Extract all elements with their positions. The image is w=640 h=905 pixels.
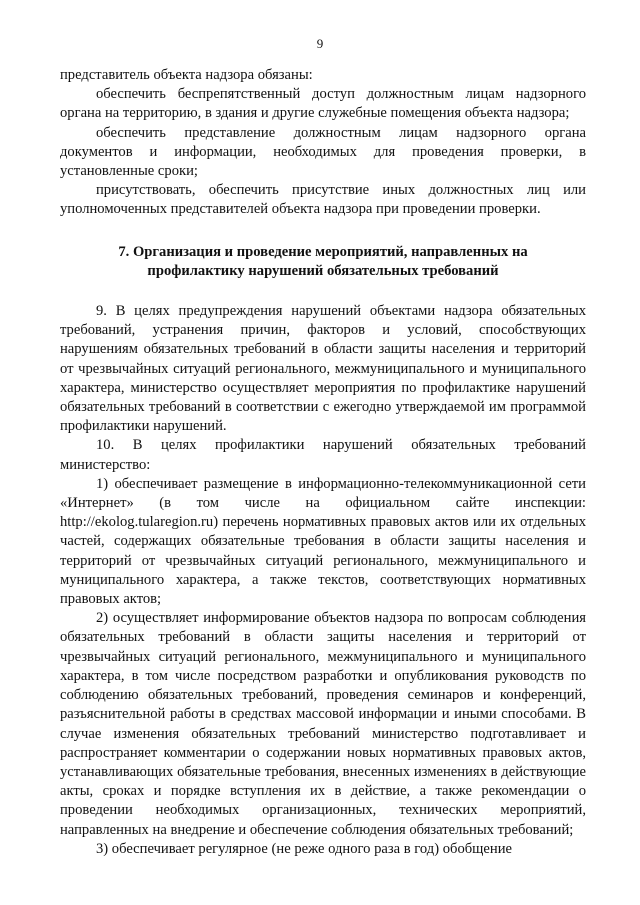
section-heading (60, 243, 586, 281)
section-heading-line2: профилактику нарушений обязательных требований (147, 262, 499, 279)
document-body (60, 66, 586, 859)
obligation-documents: обеспечить представление должностным лицам надзорного органа документов и информации, необходимых для проведения проверки, в установленные сроки; (60, 124, 586, 180)
section-heading-line1: 7. Организация и проведение мероприятий, направленных на (118, 243, 528, 260)
paragraph-10-item-3: 3) обеспечивает регулярное (не реже одного раза в год) обобщение (96, 840, 512, 857)
paragraph-9: 9. В целях предупреждения нарушений объектами надзора обязательных требований, устранения причин, факторов и условий, способствующих нарушениям обязательных требований в области защиты населения и территорий от чрезвычайных ситуаций регионального, межмуниципального и муниципального характера, министерство осуществляет мероприятия по профилактике нарушений обязательных требований в соответствии с ежегодно утверждаемой им программой профилактики нарушений. (60, 303, 586, 435)
obligation-access: обеспечить беспрепятственный доступ должностным лицам надзорного органа на территорию, в здания и другие служебные помещения объекта надзора; (60, 86, 586, 122)
page-number: 9 (316, 36, 324, 51)
intro-lead: представитель объекта надзора обязаны: (60, 67, 313, 83)
paragraph-10-item-1: 1) обеспечивает размещение в информационно-телекоммуникационной сети «Интернет» (в том числе на официальном сайте инспекции: http://ekolog.tularegion.ru) перечень нормативных правовых актов или их отдельных частей, содержащих обязательные требования в области защиты населения и территорий от чрезвычайных ситуаций регионального, межмуниципального и муниципального характера, а также текстов, соответствующих нормативных правовых актов; (60, 475, 586, 608)
obligation-presence: присутствовать, обеспечить присутствие иных должностных лиц или уполномоченных представителей объекта надзора при проведении проверки. (60, 182, 586, 218)
paragraph-10-item-2: 2) осуществляет информирование объектов надзора по вопросам соблюдения обязательных требований в области защиты населения и территорий от чрезвычайных ситуаций регионального, межмуниципального и муниципального характера, в том числе посредством разработки и опубликования руководств по соблюдению обязательных требований, проведения семинаров и конференций, разъяснительной работы в средствах массовой информации и иными способами. В случае изменения обязательных требований министерство подготавливает и распространяет комментарии о содержании новых нормативных правовых актов, устанавливающих обязательные требования, внесенных изменениях в действующие акты, сроках и порядке вступления их в действие, а также рекомендации о проведении необходимых организационных, технических мероприятий, направленных на внедрение и обеспечение соблюдения обязательных требований; (60, 610, 586, 838)
paragraph-10: 10. В целях профилактики нарушений обязательных требований министерство: (60, 437, 586, 473)
